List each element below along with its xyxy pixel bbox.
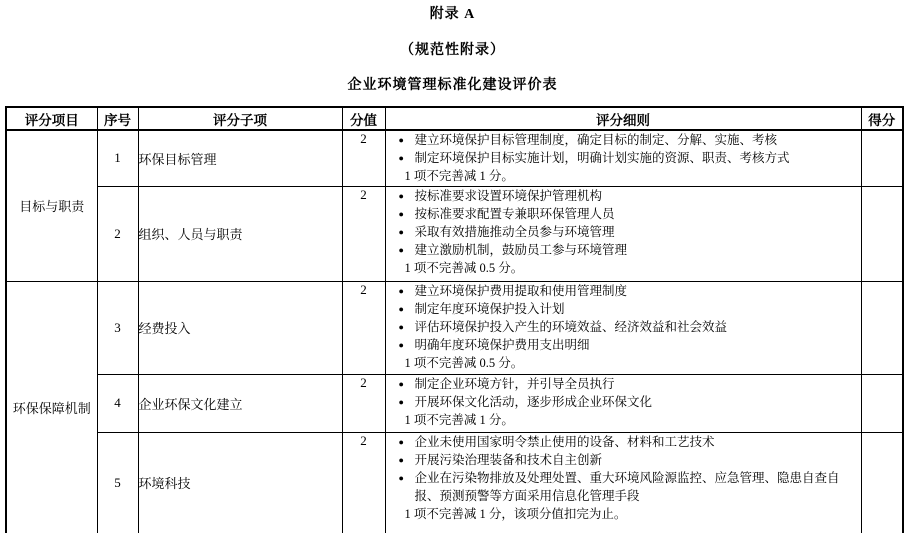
rule-text: 制定年度环境保护投入计划 <box>414 301 565 316</box>
rule-text: 按标准要求配置专兼职环保管理人员 <box>414 206 615 221</box>
rule-text: 按标准要求设置环境保护管理机构 <box>414 188 603 203</box>
scoring-rules-cell <box>385 374 861 432</box>
table-row <box>6 281 903 374</box>
row-number: 5 <box>97 432 138 533</box>
score-cell <box>861 374 903 432</box>
row-number: 4 <box>97 374 138 432</box>
row-number: 1 <box>97 130 138 186</box>
col-header-score: 得分 <box>861 107 903 130</box>
col-header-score-value: 分值 <box>342 107 385 130</box>
score-cell <box>861 186 903 281</box>
bullet-icon: ● <box>398 436 404 447</box>
sub-item-label: 环境科技 <box>138 432 342 533</box>
rule-text: 制定企业环境方针，并引导全员执行 <box>414 376 615 391</box>
sub-item-label: 组织、人员与职责 <box>138 186 342 281</box>
rule-text: 明确年度环境保护费用支出明细 <box>414 337 590 352</box>
rule-text: 企业在污染物排放及处理处置、重大环境风险源监控、应急管理、隐患自查自报、预测预警等方面采用信息化管理手段 <box>414 470 840 503</box>
table-row <box>6 130 903 186</box>
row-number: 2 <box>97 186 138 281</box>
bullet-icon: ● <box>398 226 404 237</box>
rule-bullet-line <box>386 241 861 259</box>
score-value: 2 <box>342 130 385 186</box>
rule-bullet-line <box>386 282 861 300</box>
row-number: 3 <box>97 281 138 374</box>
bullet-icon: ● <box>398 378 404 389</box>
col-header-scoring-item: 评分项目 <box>6 107 97 130</box>
group-cell-protection-mechanism: 环保保障机制 <box>6 281 97 533</box>
bullet-icon: ● <box>398 454 404 465</box>
rule-text: 建立环境保护目标管理制度，确定目标的制定、分解、实施、考核 <box>414 133 778 147</box>
rule-bullet-line <box>386 451 861 469</box>
bullet-icon: ● <box>398 153 404 163</box>
scoring-rules-cell <box>385 281 861 374</box>
table-row <box>6 432 903 533</box>
rule-bullet-line <box>386 131 861 149</box>
rule-bullet-line <box>386 336 861 354</box>
table-title: 企业环境管理标准化建设评价表 <box>347 78 558 93</box>
rule-text: 企业未使用国家明令禁止使用的设备、材料和工艺技术 <box>414 434 715 449</box>
rule-text: 开展环保文化活动，逐步形成企业环保文化 <box>414 394 653 409</box>
rule-bullet-line <box>386 300 861 318</box>
col-header-sub-item: 评分子项 <box>138 107 342 130</box>
col-header-number: 序号 <box>97 107 138 130</box>
score-cell <box>861 281 903 374</box>
rule-deduction-note: 1 项不完善减 0.5 分。 <box>404 355 524 370</box>
sub-item-label: 环保目标管理 <box>138 130 342 186</box>
rule-text: 采取有效措施推动全员参与环境管理 <box>414 224 615 239</box>
evaluation-table <box>5 106 904 533</box>
score-value: 2 <box>342 374 385 432</box>
rule-bullet-line <box>386 318 861 336</box>
rule-deduction-note: 1 项不完善减 1 分。 <box>404 169 514 183</box>
bullet-icon: ● <box>398 339 404 350</box>
bullet-icon: ● <box>398 208 404 219</box>
bullet-icon: ● <box>398 303 404 314</box>
score-value: 2 <box>342 186 385 281</box>
scoring-rules-cell <box>385 432 861 533</box>
sub-item-label: 企业环保文化建立 <box>138 374 342 432</box>
appendix-title: 附录 A <box>429 7 476 22</box>
bullet-icon: ● <box>398 396 404 407</box>
bullet-icon: ● <box>398 472 404 483</box>
col-header-scoring-rules: 评分细则 <box>385 107 861 130</box>
rule-deduction-note: 1 项不完善减 0.5 分。 <box>404 260 524 275</box>
rule-text: 评估环境保护投入产生的环境效益、经济效益和社会效益 <box>414 319 728 334</box>
scoring-rules-cell <box>385 186 861 281</box>
bullet-icon: ● <box>398 135 404 145</box>
appendix-subtitle: （规范性附录） <box>400 43 505 58</box>
score-value: 2 <box>342 432 385 533</box>
rule-text: 制定环境保护目标实施计划，明确计划实施的资源、职责、考核方式 <box>414 151 790 165</box>
rule-bullet-line <box>386 223 861 241</box>
rule-text: 建立环境保护费用提取和使用管理制度 <box>414 283 628 298</box>
sub-item-label: 经费投入 <box>138 281 342 374</box>
rule-bullet-line <box>386 393 861 411</box>
rule-deduction-note: 1 项不完善减 1 分，该项分值扣完为止。 <box>404 506 627 521</box>
rule-text: 开展污染治理装备和技术自主创新 <box>414 452 603 467</box>
rule-bullet-line <box>386 205 861 223</box>
bullet-icon: ● <box>398 285 404 296</box>
rule-bullet-line <box>386 469 861 505</box>
rule-bullet-line <box>386 187 861 205</box>
score-value: 2 <box>342 281 385 374</box>
rule-text: 建立激励机制，鼓励员工参与环境管理 <box>414 242 628 257</box>
table-header-row <box>6 107 903 130</box>
bullet-icon: ● <box>398 321 404 332</box>
score-cell <box>861 130 903 186</box>
score-cell <box>861 432 903 533</box>
table-row <box>6 374 903 432</box>
bullet-icon: ● <box>398 190 404 201</box>
table-row <box>6 186 903 281</box>
rule-bullet-line <box>386 433 861 451</box>
bullet-icon: ● <box>398 244 404 255</box>
rule-bullet-line <box>386 375 861 393</box>
scoring-rules-cell <box>385 130 861 186</box>
rule-deduction-note: 1 项不完善减 1 分。 <box>404 412 514 427</box>
rule-bullet-line <box>386 149 861 167</box>
group-cell-goals-responsibilities: 目标与职责 <box>6 130 97 281</box>
